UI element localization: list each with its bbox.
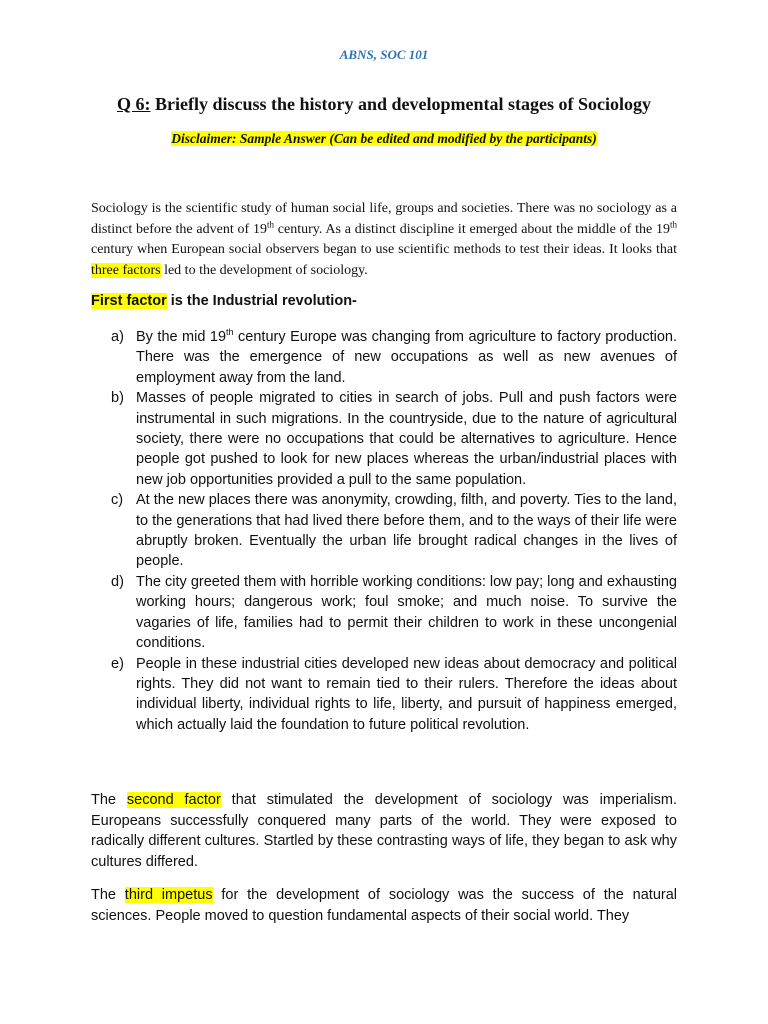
list-item-pre: By the mid 19 [136, 329, 227, 345]
second-factor-paragraph [91, 790, 677, 872]
intro-paragraph [91, 199, 677, 281]
second-highlight: second factor [126, 792, 221, 808]
list-item-text [136, 572, 677, 654]
third-factor-paragraph [91, 885, 677, 926]
list-item [91, 490, 677, 572]
list-item [91, 572, 677, 654]
list-item-text [136, 490, 677, 572]
intro-sup-2: th [669, 218, 677, 229]
disclaimer-text: Disclaimer: Sample Answer (Can be edited and modified by the participants) [171, 131, 597, 146]
second-pre: The [91, 792, 127, 808]
intro-text-3: century when European social observers began to use scientific methods to test their ideas. It looks that [91, 242, 677, 257]
list-item-body: The city greeted them with horrible working conditions: low pay; long and exhausting working hours; dangerous work; foul smoke; and much noise. To survive the vagaries of life, families had to permit their children to work in these uncongenial conditions. [136, 573, 677, 652]
course-header: ABNS, SOC 101 [339, 47, 429, 62]
intro-text-2: century. As a distinct discipline it emerged about the middle of the 19 [274, 221, 670, 237]
third-highlight: third impetus [124, 887, 213, 903]
industrial-revolution-list [91, 327, 677, 735]
intro-highlight: three factors [91, 262, 161, 278]
list-item-label: b) [111, 390, 124, 407]
disclaimer [0, 131, 768, 147]
intro-sup-1: th [266, 218, 274, 229]
list-item-label: e) [111, 655, 124, 672]
intro-text-1: Sociology is the scientific study of human social life, groups and societies. There was no sociology as a distinct before the advent of 19 [91, 201, 677, 237]
list-item-label: a) [111, 329, 124, 345]
list-item-body: Masses of people migrated to cities in search of jobs. Pull and push factors were instrumental in such migrations. In the countryside, due to the nature of agricultural society, there were no occupations that could be alternatives to agriculture. Hence people got pushed to look for new places whereas the urban/industrial places with new job opportunities provided a pull to the same population. [136, 390, 677, 488]
list-item-body: At the new places there was anonymity, crowding, filth, and poverty. Ties to the land, to the generations that had lived there before them, and to the ways of their life were abruptly broken. Eventually the urban life brought radical changes in the lives of people. [136, 492, 677, 570]
list-item [91, 654, 677, 736]
list-item-text [136, 388, 677, 490]
first-factor-highlight: First factor [91, 293, 167, 309]
list-item [91, 327, 677, 388]
first-factor-heading [91, 293, 677, 309]
third-rest: for the development of sociology was the success of the natural sciences. People moved to question fundamental aspects of their social world. They [91, 887, 677, 924]
first-factor-rest: is the Industrial revolution- [166, 293, 357, 309]
question-text: Briefly discuss the history and developmental stages of Sociology [150, 94, 651, 114]
list-item-sup: th [226, 327, 234, 338]
question-title [0, 94, 768, 115]
list-item-body: century Europe was changing from agriculture to factory production. There was the emergence of new occupations as well as new avenues of employment away from the land. [136, 329, 677, 386]
list-item-text [136, 327, 677, 388]
list-item [91, 388, 677, 490]
third-pre: The [91, 887, 125, 903]
list-item-label: c) [111, 492, 124, 509]
list-item-label: d) [111, 573, 124, 590]
intro-text-4: led to the development of sociology. [160, 262, 368, 278]
list-item-text [136, 654, 677, 736]
question-number: Q 6: [116, 94, 151, 114]
list-item-body: People in these industrial cities developed new ideas about democracy and political rights. They did not want to remain tied to their rulers. Therefore the ideas about individual liberty, individual rights to life, liberty, and pursuit of happiness emerged, which actually laid the foundation to future political revolution. [136, 655, 677, 733]
second-rest: that stimulated the development of sociology was imperialism. Europeans successfully conquered many parts of the world. They were exposed to radically different cultures. Startled by these contrasting ways of life, they began to ask why cultures differed. [91, 792, 677, 870]
